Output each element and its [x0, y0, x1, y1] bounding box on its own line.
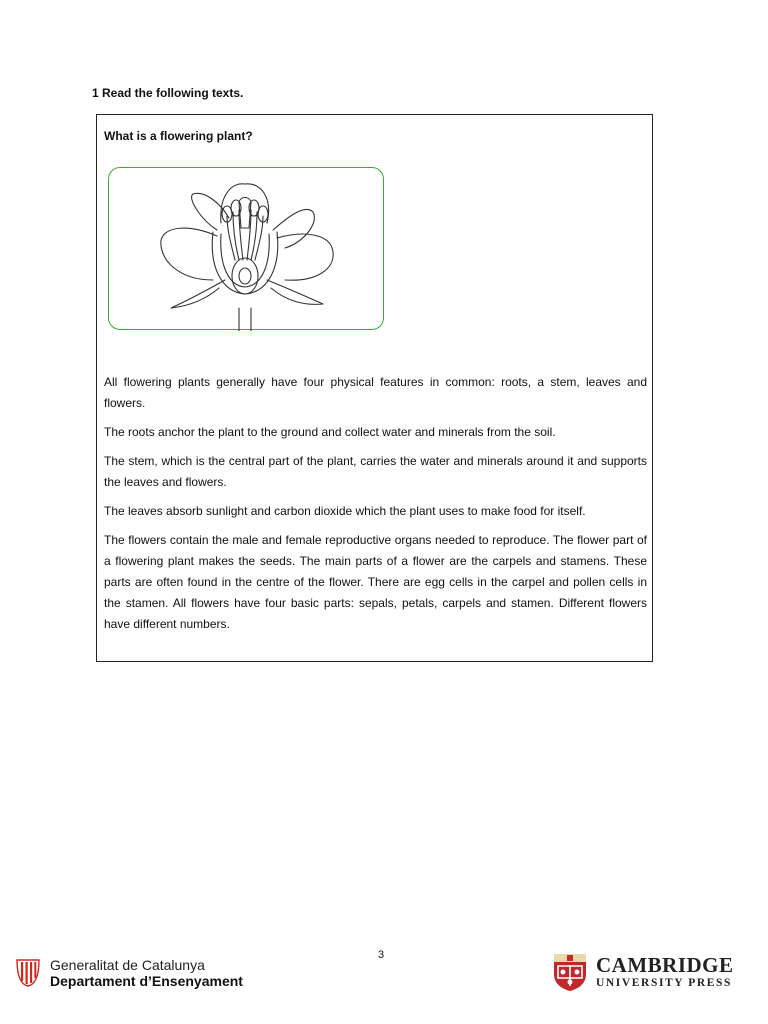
department-name: Departament d’Ensenyament: [50, 973, 243, 989]
cambridge-logo: [552, 952, 734, 992]
flower-figure-frame: [108, 167, 384, 330]
exercise-instruction: 1 Read the following texts.: [92, 86, 244, 100]
cambridge-name: CAMBRIDGE: [596, 953, 734, 977]
paragraph-leaves: The leaves absorb sunlight and carbon dioxide which the plant uses to make food for itself.: [104, 504, 586, 518]
paragraph-common-features: All flowering plants generally have four physical features in common: roots, a stem, leaves and flowers.: [104, 375, 647, 410]
paragraph-stem: The stem, which is the central part of the plant, carries the water and minerals around it and supports the leaves and flowers.: [104, 454, 647, 489]
flower-cross-section-icon: [109, 168, 385, 331]
generalitat-name: Generalitat de Catalunya: [50, 957, 205, 973]
cambridge-shield-icon: [552, 952, 588, 992]
university-press-name: UNIVERSITY PRESS: [596, 977, 733, 989]
page-number: 3: [378, 949, 385, 961]
reading-text-box: [96, 114, 653, 662]
paragraph-flowers: The flowers contain the male and female reproductive organs needed to reproduce. The flower part of a flowering plant makes the seeds. The main parts of a flower are the carpels and stamens. These parts are often found in the centre of the flower. There are egg cells in the carpel and pollen cells in the stamen. All flowers have four basic parts: sepals, petals, carpels and stamen. Different flowers have different numbers.: [104, 533, 647, 631]
catalan-flag-emblem-icon: [14, 958, 42, 988]
body-text: [104, 372, 647, 643]
paragraph-roots: The roots anchor the plant to the ground and collect water and minerals from the soil.: [104, 425, 556, 439]
box-title: What is a flowering plant?: [104, 129, 253, 143]
generalitat-logo: [14, 957, 243, 989]
